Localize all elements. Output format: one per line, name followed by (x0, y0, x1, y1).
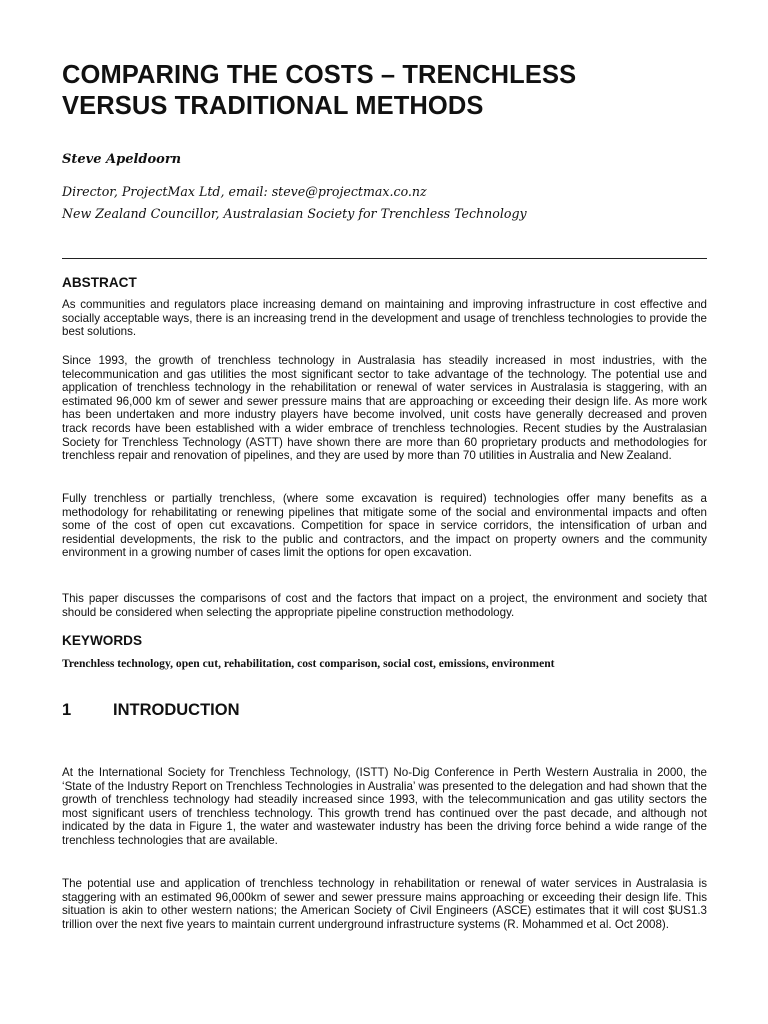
abstract-paragraph-2 (62, 354, 707, 463)
header-divider (62, 258, 707, 259)
paragraph-text: Since 1993, the growth of trenchless technology in Australasia has steadily increased in most industries, with the telecommunication and gas utilities the most significant sector to take advantage of the technology. The potential use and application of trenchless technology in the rehabilitation or renewal of water services in Australasia is staggering, with an estimated 96,000 km of sewer and sewer pressure mains that are approaching or exceeding their design life. As more work has been undertaken and more industry players have become involved, unit costs have generally decreased and proven track records have been established with a wider embrace of trenchless technologies. Recent studies by the Australasian Society for Trenchless Technology (ASTT) have shown there are more than 60 proprietary products and methodologies for trenchless repair and renovation of pipelines, and they are used by more than 70 utilities in Australia and New Zealand. (62, 354, 707, 463)
abstract-paragraph-3 (62, 492, 707, 560)
title-line-2: VERSUS TRADITIONAL METHODS (62, 92, 484, 120)
paragraph-text: At the International Society for Trenchless Technology, (ISTT) No-Dig Conference in Perth Western Australia in 2000, the ‘State of the Industry Report on Trenchless Technologies in Australia’ was presented to the delegation and had shown that the growth of trenchless technology had steadily increased since 1993, with the telecommunication and gas utility sectors the most significant users of trenchless technology. This growth trend has continued over the past decade, and although not indicated by the data in Figure 1, the water and wastewater industry has been the driving force behind a wide range of the trenchless technologies that are available. (62, 766, 707, 847)
paragraph-text: As communities and regulators place increasing demand on maintaining and improving infrastructure in cost effective and socially acceptable ways, there is an increasing trend in the development and usage of trenchless technologies to provide the best solutions. (62, 298, 707, 339)
author-affiliation-2: New Zealand Councillor, Australasian Society for Trenchless Technology (62, 206, 527, 221)
abstract-heading: ABSTRACT (62, 275, 137, 290)
keywords-heading: KEYWORDS (62, 633, 143, 648)
title-line-1: COMPARING THE COSTS – TRENCHLESS (62, 61, 577, 89)
author-affiliation-1: Director, ProjectMax Ltd, email: steve@projectmax.co.nz (62, 184, 427, 199)
introduction-paragraph-1 (62, 766, 707, 848)
abstract-paragraph-1 (62, 298, 707, 339)
introduction-paragraph-2 (62, 877, 707, 931)
abstract-paragraph-4 (62, 592, 707, 619)
paper-title (62, 60, 707, 122)
section-number: 1 (62, 701, 72, 719)
paragraph-text: Fully trenchless or partially trenchless, (where some excavation is required) technologies offer many benefits as a methodology for rehabilitating or renewing pipelines that mitigate some of the social and environmental impacts and often some of the cost of open cut excavations. Competition for space in service corridors, the intensification of urban and residential developments, the risk to the public and contractors, and the impact on property owners and the community environment in a growing number of cases limit the options for open excavation. (62, 492, 707, 560)
section-title: INTRODUCTION (113, 701, 240, 719)
paragraph-text: This paper discusses the comparisons of cost and the factors that impact on a project, the environment and society that should be considered when selecting the appropriate pipeline construction methodology. (62, 592, 707, 619)
author-name: Steve Apeldoorn (62, 152, 182, 167)
keywords-list: Trenchless technology, open cut, rehabilitation, cost comparison, social cost, emissions, environment (62, 657, 555, 670)
paragraph-text: The potential use and application of trenchless technology in rehabilitation or renewal of water services in Australasia is staggering with an estimated 96,000km of sewer and sewer pressure mains approaching or exceeding their design life. This situation is akin to other western nations; the American Society of Civil Engineers (ASCE) estimates that it will cost $US1.3 trillion over the next five years to maintain current underground infrastructure systems (R. Mohammed et al. Oct 2008). (62, 877, 707, 931)
section-heading-introduction (62, 701, 240, 720)
